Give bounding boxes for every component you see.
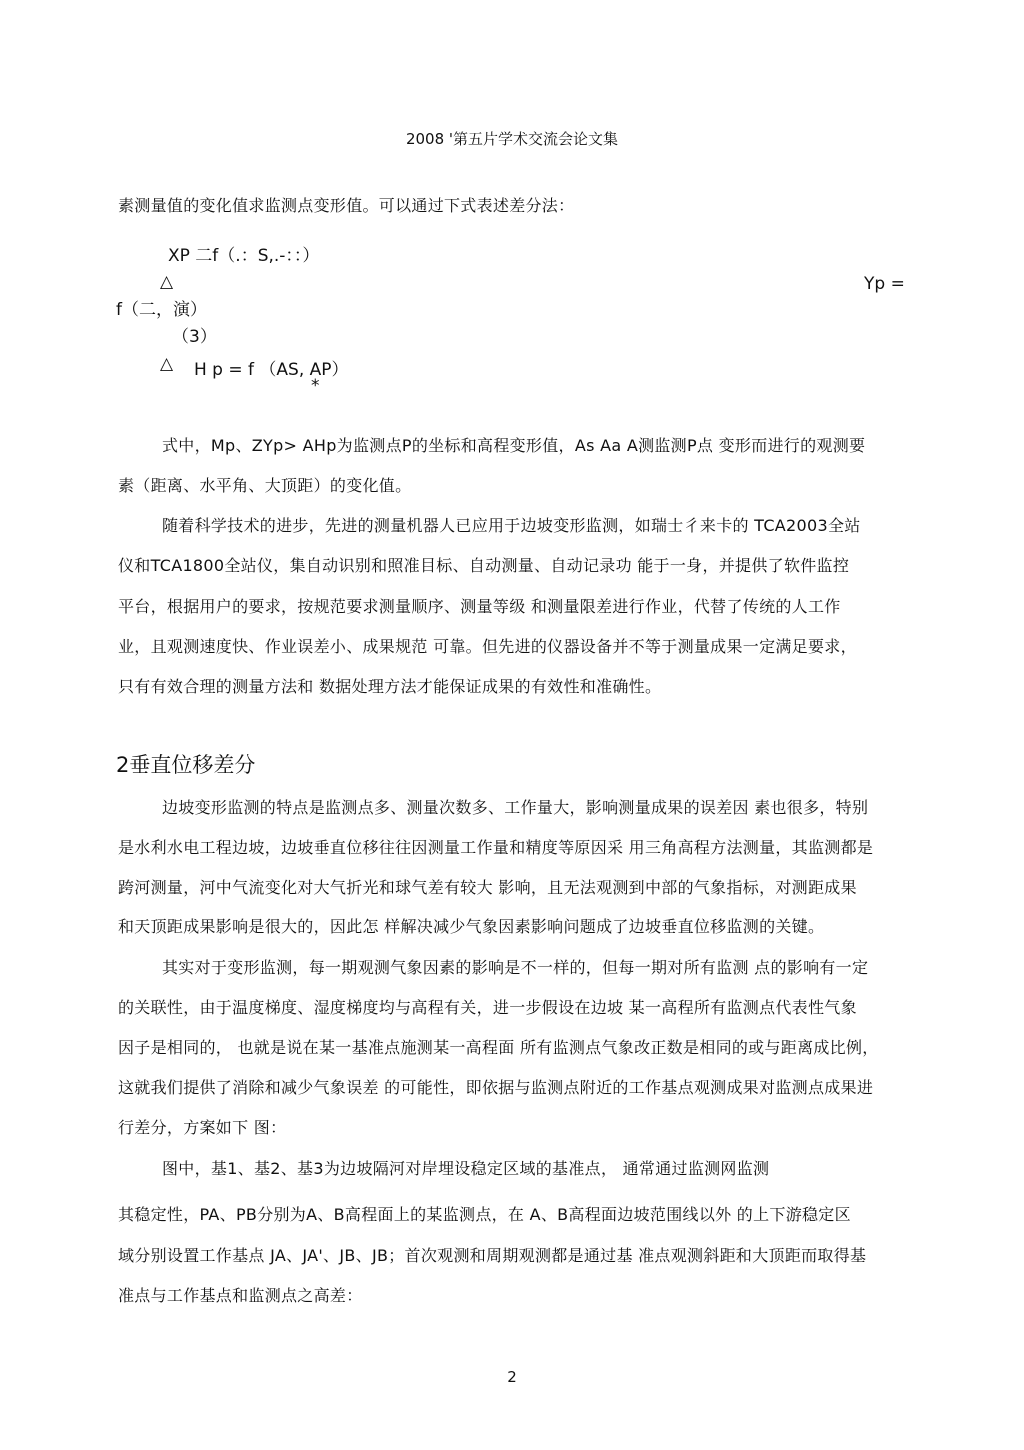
text-line: 其稳定性，PA、PB分别为A、B高程面上的某监测点，在 A、B高程面边坡范围线以外 的上下游稳定区 xyxy=(118,1205,851,1224)
text-line: 准点与工作基点和监测点之高差： xyxy=(118,1286,363,1305)
formula-line: f（二，演） xyxy=(116,300,207,320)
text-line: 域分别设置工作基点 JA、JA'、JB、JB；首次观测和周期观测都是通过基 准点观测斜距和大顶距而取得基 xyxy=(118,1246,867,1265)
text-line: 素测量值的变化值求监测点变形值。可以通过下式表述差分法： xyxy=(118,196,575,215)
text-line: 边坡变形监测的特点是监测点多、测量次数多、工作量大，影响测量成果的误差因 素也很多，特别 xyxy=(162,798,869,817)
text-line: 式中，Mp、ZYp> AHp为监测点P的坐标和高程变形值，As Aa A测监测P点 变形而进行的观测要 xyxy=(162,436,866,455)
text-line: 素（距离、水平角、大顶距）的变化值。 xyxy=(118,476,412,495)
text-line: 只有有效合理的测量方法和 数据处理方法才能保证成果的有效性和准确性。 xyxy=(118,677,662,696)
text-line: 跨河测量，河中气流变化对大气折光和球气差有较大 影响，且无法观测到中部的气象指标，对测距成果 xyxy=(118,878,857,897)
formula-line: Yp = xyxy=(864,274,905,294)
triangle-symbol: △ xyxy=(160,272,174,292)
text-line: 其实对于变形监测，每一期观测气象因素的影响是不一样的，但每一期对所有监测 点的影响有一定 xyxy=(162,958,869,977)
text-line: 这就我们提供了消除和减少气象误差 的可能性，即依据与监测点附近的工作基点观测成果对监测点成果进 xyxy=(118,1078,874,1097)
section-heading: 2垂直位移差分 xyxy=(116,753,256,777)
text-line: 图中，基1、基2、基3为边坡隔河对岸埋设稳定区域的基准点， 通常通过监测网监测 xyxy=(162,1159,770,1178)
triangle-symbol: △ xyxy=(160,354,174,374)
page-number: 2 xyxy=(507,1368,517,1386)
text-line: 的关联性，由于温度梯度、湿度梯度均与高程有关，进一步假设在边坡 某一高程所有监测点代表性气象 xyxy=(118,998,857,1017)
text-line: 仪和TCA1800全站仪，集自动识别和照准目标、自动测量、自动记录功 能于一身，并提供了软件监控 xyxy=(118,556,850,575)
text-line: 因子是相同的， 也就是说在某一基准点施测某一高程面 所有监测点气象改正数是相同的或与距离成比例， xyxy=(118,1038,879,1057)
running-header: 2008 '第五片学术交流会论文集 xyxy=(405,130,619,148)
formula-line: H p = f （AS, AP） xyxy=(194,360,349,380)
text-line: 是水利水电工程边坡，边坡垂直位移往往因测量工作量和精度等原因采 用三角高程方法测量，其监测都是 xyxy=(118,838,874,857)
text-line: 业，且观测速度快、作业误差小、成果规范 可靠。但先进的仪器设备并不等于测量成果一定满足要求， xyxy=(118,637,857,656)
formula-line: XP 二f（.：S,.-：：） xyxy=(168,246,320,266)
text-line: 行差分，方案如下 图： xyxy=(118,1118,287,1137)
equation-number: （3） xyxy=(172,327,217,347)
text-line: 和天顶距成果影响是很大的，因此怎 样解决减少气象因素影响问题成了边坡垂直位移监测的关键。 xyxy=(118,917,825,936)
text-line: 平台，根据用户的要求，按规范要求测量顺序、测量等级 和测量限差进行作业，代替了传统的人工作 xyxy=(118,597,841,616)
text-line: 随着科学技术的进步，先进的测量机器人已应用于边坡变形监测，如瑞士彳来卡的 TCA2003全站 xyxy=(162,516,861,535)
formula-mark: * xyxy=(311,376,320,396)
